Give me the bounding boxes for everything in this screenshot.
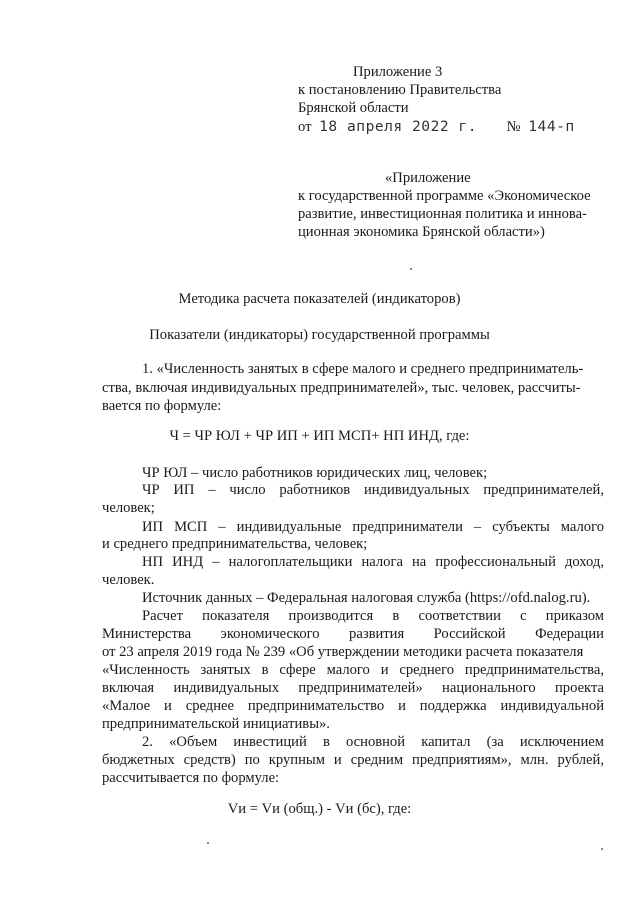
data-source: Источник данных – Федеральная налоговая служба (https://ofd.nalog.ru). — [142, 590, 591, 606]
calc-line-1: Расчет показателя производится в соответствии с приказом — [142, 608, 604, 624]
indicators-subtitle: Показатели (индикаторы) государственной программы — [149, 327, 490, 343]
section1-line-3: вается по формуле: — [102, 398, 222, 414]
section2-line-2: бюджетных средств) по крупным и средним предприятиям», млн. рублей, — [102, 752, 604, 768]
definition-np-ind: НП ИНД – налогоплательщики налога на профессиональный доход, — [142, 554, 604, 570]
resolution-date-line — [298, 118, 575, 136]
calc-line-4: «Численность занятых в сфере малого и среднего предпринимательства, — [102, 662, 604, 678]
calc-line-5: включая индивидуальных предпринимателей» национального проекта — [102, 680, 604, 696]
definition-chr-ip: ЧР ИП – число работников индивидуальных предпринимателей, — [142, 482, 604, 498]
methodology-title: Методика расчета показателей (индикаторов) — [178, 291, 461, 307]
definition-ip-msp-cont: и среднего предпринимательства, человек; — [102, 536, 368, 552]
section2-line-1: 2. «Объем инвестиций в основной капитал (за исключением — [142, 734, 604, 750]
section1-line-1: 1. «Численность занятых в сфере малого и среднего предприниматель- — [142, 361, 584, 377]
scan-speck — [410, 268, 412, 270]
program-appendix-line-1: «Приложение — [385, 170, 471, 186]
section1-line-2: ства, включая индивидуальных предпринимателей», тыс. человек, рассчиты- — [102, 380, 581, 396]
definition-np-ind-cont: человек. — [102, 572, 155, 588]
resolution-reference: к постановлению Правительства — [298, 82, 502, 98]
date-prefix: от — [298, 119, 312, 135]
program-appendix-line-2: к государственной программе «Экономическое — [298, 188, 591, 204]
appendix-number: Приложение 3 — [353, 64, 443, 80]
number-label: № — [506, 119, 521, 135]
date-stamp: 18 апреля 2022 г. — [319, 118, 478, 135]
definition-chr-yul: ЧР ЮЛ – число работников юридических лиц, человек; — [142, 465, 488, 481]
definition-chr-ip-cont: человек; — [102, 500, 155, 516]
calc-line-7: предпринимательской инициативы». — [102, 716, 330, 732]
program-appendix-line-4: ционная экономика Брянской области») — [298, 224, 545, 240]
calc-line-2: Министерства экономического развития Российской Федерации — [102, 626, 604, 642]
calc-line-3: от 23 апреля 2019 года № 239 «Об утверждении методики расчета показателя — [102, 644, 584, 660]
section2-formula: Vи = Vи (общ.) - Vи (бс), где: — [227, 801, 412, 817]
calc-line-6: «Малое и среднее предпринимательство и поддержка индивидуальной — [102, 698, 604, 714]
number-stamp: 144-п — [528, 118, 575, 135]
program-appendix-line-3: развитие, инвестиционная политика и иннова- — [298, 206, 587, 222]
region-name: Брянской области — [298, 100, 409, 116]
section2-line-3: рассчитывается по формуле: — [102, 770, 280, 786]
section1-formula: Ч = ЧР ЮЛ + ЧР ИП + ИП МСП+ НП ИНД, где: — [169, 428, 470, 444]
scan-speck — [601, 848, 603, 850]
scan-speck — [207, 842, 209, 844]
definition-ip-msp: ИП МСП – индивидуальные предприниматели – субъекты малого — [142, 519, 604, 535]
